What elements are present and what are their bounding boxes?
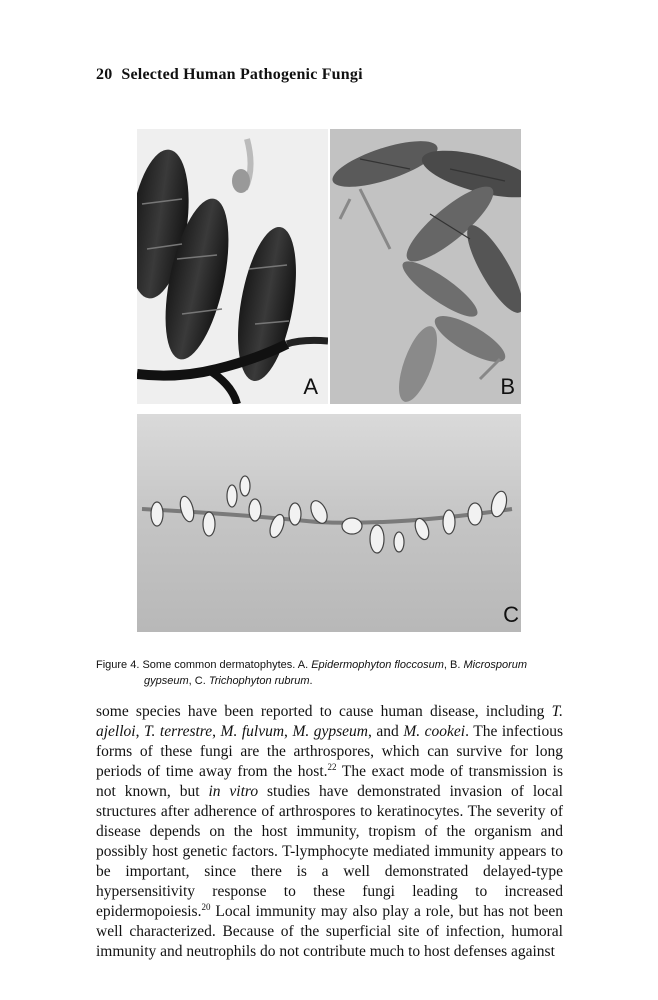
figure-panel-c [137, 414, 521, 632]
species-name: T. ajelloi [96, 703, 563, 740]
figure-panel-b [330, 129, 521, 404]
text-run: studies have demonstrated invasion of local structures after adherence of arthrospores to keratinocytes. The severity of disease depends on the host immunity, tropism of the organism and possibly host genetic factors. T-lymphocyte mediated immunity appears to be important, since there is a well demonstrated delayed-type hypersensitivity response to these fungi leading to increased epidermopoiesis. [96, 783, 563, 920]
running-header [96, 66, 363, 84]
species-name: M. fulvum [220, 723, 285, 740]
caption-sep-c: , C. [188, 675, 209, 687]
text-run: . The infectious forms of these fungi are the arthrospores, which can survive for long periods of time away from the host. [96, 723, 563, 780]
panel-label-a: A [303, 374, 318, 399]
panel-label-b: B [500, 374, 515, 399]
text-run: The exact mode of transmission is not known, but [96, 763, 564, 800]
text-run: some species have been reported to cause human disease, including [96, 703, 552, 720]
panel-label-c: C [503, 602, 519, 627]
micrograph-c [137, 414, 521, 632]
caption-species-b: Microsporum [463, 659, 528, 671]
page-number: 20 [96, 66, 113, 83]
text-run: , and [368, 723, 404, 740]
caption-species-a: Epidermophyton floccosum [311, 659, 444, 671]
species-name: T. terrestre [144, 723, 213, 740]
caption-species-c: Trichophyton rubrum [208, 675, 310, 687]
text-run: Local immunity may also play a role, but has not been well characterized. Because of the superficial site of infection, humoral immunity and neutrophils do not contribute much to host defenses against [96, 903, 563, 960]
reference-superscript: 20 [201, 902, 211, 912]
species-name: M. gypseum [292, 723, 369, 740]
running-title: Selected Human Pathogenic Fungi [121, 66, 363, 83]
text-run: , [212, 723, 221, 740]
figure-caption [96, 657, 566, 689]
caption-species-b-2: gypseum [144, 675, 189, 687]
text-run: , [135, 723, 145, 740]
micrograph-a [137, 129, 328, 404]
body-paragraph [96, 702, 563, 962]
latin-term: in vitro [208, 783, 259, 800]
reference-superscript: 22 [327, 762, 337, 772]
micrograph-b [330, 129, 521, 404]
text-run: , [284, 723, 293, 740]
caption-prefix: Figure 4. Some common dermatophytes. A. [96, 659, 312, 671]
caption-sep-b: , B. [443, 659, 464, 671]
caption-end: . [309, 675, 313, 687]
species-name: M. cookei [403, 723, 466, 740]
figure-panel-a [137, 129, 328, 404]
